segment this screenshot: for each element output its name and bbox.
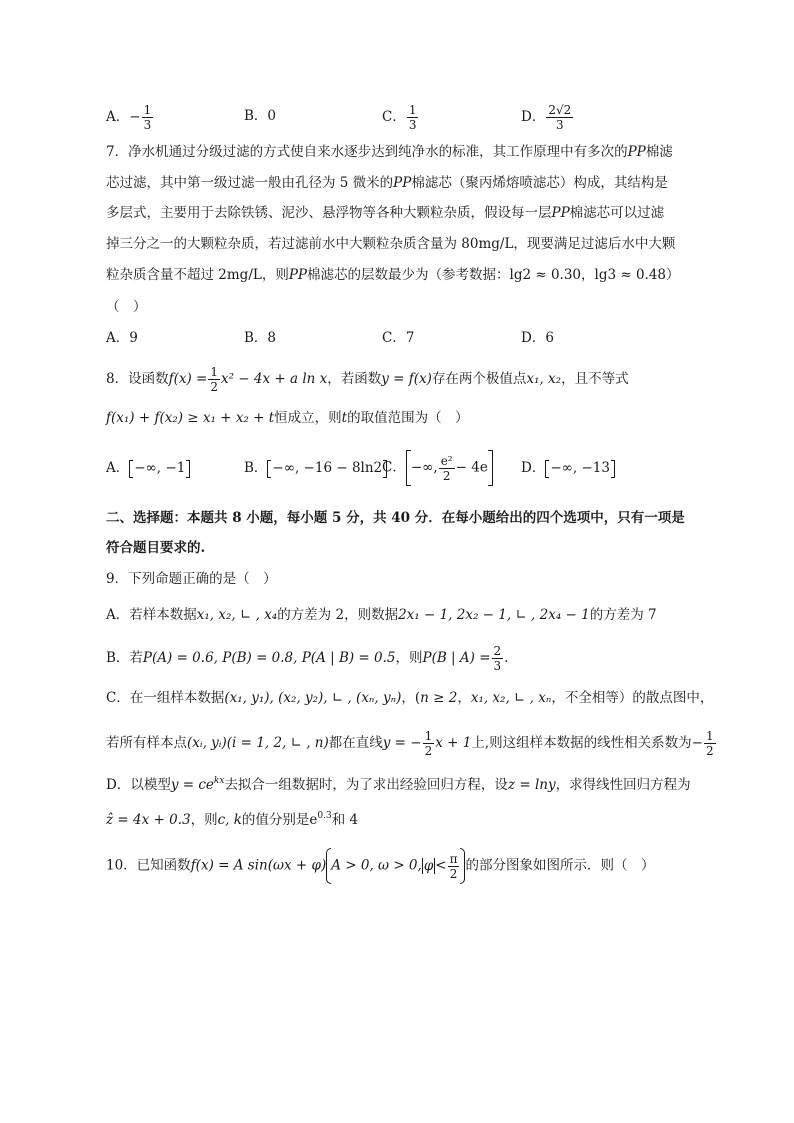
text: 若所有样本点 [106,735,187,751]
option-label: C． [382,459,406,476]
q8-option-a [106,458,190,478]
option-sign: − [129,109,141,125]
text: 的取值范围为（ ） [347,410,469,426]
pp-label: PP [288,267,308,283]
math: e [309,812,318,828]
q8-line-2 [106,408,469,428]
math: x₁, x₂, ∟ , x₄ [196,607,278,623]
open-paren [267,460,271,478]
fraction [423,730,435,757]
q8-option-c [382,450,493,486]
math: f(x₁) + f(x₂) ≥ x₁ + x₂ + t [106,410,275,426]
pp-label: PP [627,144,646,160]
text: 棉滤芯的层数最少为（参考数据：lg2 ≈ 0.30，lg3 ≈ 0.48） [307,267,680,283]
math: x + 1 [435,735,472,751]
text: C．在一组样本数据 [106,690,225,706]
option-label: B． [244,108,268,124]
text: 都在直线 [328,735,383,751]
math: A > 0, ω > 0, [331,857,422,874]
math: x₁, x₂, ∟ , xₙ [470,690,552,706]
text: 掉三分之一的大颗粒杂质，若过滤前水中大颗粒杂质含量为 80mg/L，现要满足过滤后水中大颗 [106,236,676,252]
text: 粒杂质含量不超过 2mg/L，则 [106,267,289,283]
math: 2x₁ − 1, 2x₂ − 1, ∟ , 2x₄ − 1 [398,607,590,623]
frac-num: 1 [705,729,714,743]
fraction [142,104,154,131]
fraction [546,104,573,131]
frac-den: 2 [210,380,218,394]
math: 0.3 [317,811,332,821]
frac-den: 3 [408,118,417,132]
close-bracket [488,450,493,486]
text: 棉滤芯可以过滤 [569,205,665,221]
math: ẑ = 4x + 0.3 [106,812,191,828]
math: y = f(x) [381,371,432,387]
pp-label: PP [551,205,570,221]
fraction [704,730,716,757]
frac-num: 1 [424,729,433,743]
pp-label: PP [393,175,412,191]
fraction [208,366,220,393]
frac-num: 1 [143,103,152,117]
text: B．若 [106,650,143,666]
fraction [407,104,419,131]
q6-option-c [382,104,419,131]
q9-option-b [106,645,508,672]
text: ，则 [395,650,423,666]
q6-option-a [106,104,154,131]
q6-option-d [521,104,574,131]
fraction [448,853,460,880]
text: ，( [401,690,421,706]
text: D．以模型 [106,777,171,793]
q7-line-5 [106,265,680,285]
frac-den: 2 [705,744,714,758]
q7-line-1 [106,142,673,162]
math: z = lny [507,777,556,793]
text: 恒成立，则 [274,410,342,426]
frac-den: 2 [424,744,433,758]
text: 和 4 [331,812,359,828]
math: −∞, −13 [550,460,610,476]
option-label: A． [106,460,130,476]
q9-option-a [106,605,657,625]
text: 上,则这组样本数据的线性相关系数为 [471,735,692,751]
frac-num: 2 [493,644,502,658]
frac-num: 1 [210,365,218,379]
math: P(A) = 0.6, P(B) = 0.8, P(A | B) = 0.5 [142,650,396,666]
q7-option-b: B．8 [244,330,277,346]
math: −∞, −16 − 8ln2 [272,460,383,476]
text: 存在两个极值点 [431,371,527,387]
q9-stem: 9．下列命题正确的是（ ） [106,571,277,587]
math: t [341,410,348,426]
text: 7．净水机通过分级过滤的方式使自来水逐步达到纯净水的标准，其工作原理中有多次的 [106,144,628,160]
text: ， [457,690,471,706]
section-heading: 二、选择题：本题共 8 小题，每小题 5 分，共 40 分．在每小题给出的四个选项中，只有一项是 [106,510,685,526]
option-label: B． [244,460,268,476]
math: c, k [217,812,242,828]
math: (xᵢ, yᵢ)(i = 1, 2, ∟ , n) [187,735,329,751]
math: φ [423,857,434,874]
text: ，求得线性回归方程为 [555,777,691,793]
math: y = ce [170,777,214,793]
q7-line-2 [106,173,668,193]
open-paren [129,460,133,478]
q10-stem [106,848,654,884]
option-label: C． [382,109,406,125]
text: 的方差为 2，则数据 [277,607,399,623]
q9-option-c-line1 [106,688,713,708]
text: （ ） [106,299,147,315]
close-bracket [611,460,615,478]
open-paren [545,460,549,478]
q7-line-3 [106,203,664,223]
frac-den: 2 [449,866,458,881]
option-label: D． [521,109,546,125]
option-label: A． [106,109,130,125]
q7-option-a: A．9 [106,330,138,346]
text: 的部分图象如图所示．则（ ） [465,857,655,874]
text: ，不全相等）的散点图中， [551,690,714,706]
math: f(x) = [168,371,208,387]
text: 棉滤 [645,144,673,160]
section-heading-cont: 符合题目要求的. [106,540,206,556]
text: 10．已知函数 [106,857,191,874]
fraction [439,455,455,482]
text: 棉滤芯（聚丙烯熔喷滤芯）构成，其结构是 [411,175,668,191]
text: ，则 [190,812,218,828]
math: P(B | A) = [422,650,491,666]
text: 的值分别是 [241,812,310,828]
text: 8．设函数 [106,371,169,387]
frac-num: 1 [408,103,417,117]
math: − 4e [455,459,488,476]
q7-answer-parens [106,297,147,317]
text: ，若函数 [327,371,382,387]
q7-line-4 [106,234,675,254]
text: 多层式，主要用于去除铁锈、泥沙、悬浮物等各种大颗粒杂质，假设每一层 [106,205,552,221]
frac-den: 3 [493,659,502,673]
q8-option-b [244,458,387,478]
math: y = − [382,735,422,751]
text: 芯过滤，其中第一级过滤一般由孔径为 5 微米的 [106,175,394,191]
close-bracket [186,460,190,478]
frac-num: e² [440,453,453,468]
math: kx [213,776,225,786]
q9-option-d-line2 [106,806,358,830]
math: −∞, [410,459,438,476]
q9-option-d-line1 [106,771,691,795]
frac-den: 3 [555,118,564,132]
fraction [492,645,504,672]
q6-option-b [244,106,276,126]
math: < [435,857,447,874]
q8-option-d [521,458,615,478]
math: x₁, x₂ [526,371,562,387]
option-value: 0 [267,108,277,124]
q7-option-c: C．7 [382,330,415,346]
text: . [504,650,509,666]
option-label: D． [521,460,546,476]
q7-option-d: D．6 [521,330,554,346]
math: (x₁, y₁), (x₂, y₂), ∟ , (xₙ, yₙ) [224,690,402,706]
math: − [691,735,703,751]
text: ，且不等式 [561,371,629,387]
q8-line-1 [106,366,629,393]
math: f(x) = A sin(ωx + φ) [190,857,327,874]
math: n ≥ 2 [420,690,458,706]
text: 的方差为 7 [589,607,657,623]
frac-den: 3 [143,118,152,132]
q9-option-c-line2 [106,730,717,757]
text: 去拟合一组数据时，为了求出经验回归方程，设 [224,777,508,793]
frac-num: π [449,851,458,866]
text: A．若样本数据 [106,607,197,623]
frac-num: 2√2 [548,103,572,117]
math: −∞, −1 [134,460,186,476]
frac-den: 2 [442,468,451,483]
math: x² − 4x + a ln x [220,371,328,387]
